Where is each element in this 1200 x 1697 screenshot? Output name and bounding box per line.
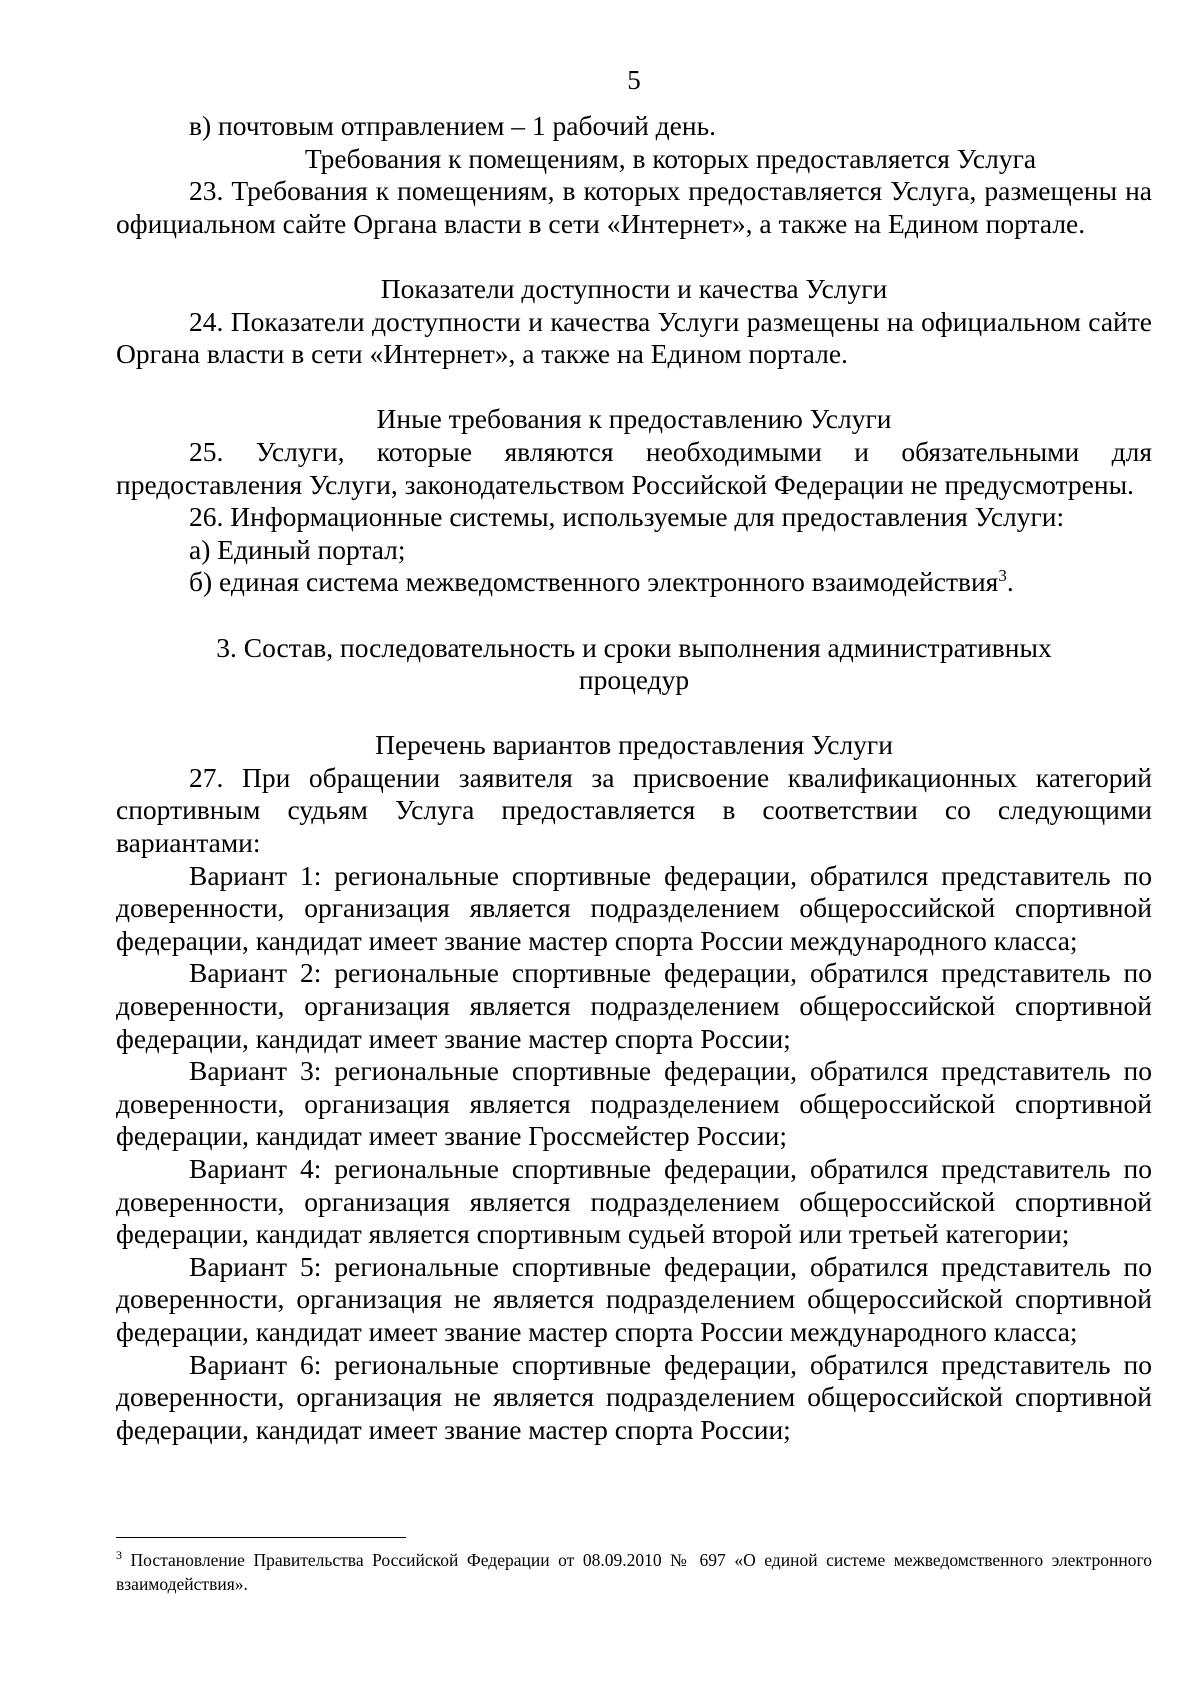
paragraph-23: 23. Требования к помещениям, в которых предоставляется Услуга, размещены на официальном сайте Органа власти в сети «Интернет», а также на Едином портале. (116, 175, 1152, 239)
variant-3: Вариант 3: региональные спортивные федерации, обратился представитель по доверенности, организация является подразделением общероссийской спортивной федерации, кандидат имеет звание Гроссмейстер России; (116, 1055, 1152, 1152)
footnote-mark: 3 (116, 1548, 122, 1563)
footnote-reference[interactable]: 3 (998, 566, 1007, 586)
paragraph-26b-end: . (1006, 566, 1014, 598)
section-3-heading-line-1: 3. Состав, последовательность и сроки выполнения административных (216, 631, 1052, 663)
spacer (116, 697, 1152, 730)
spacer (116, 599, 1152, 632)
heading-other-requirements: Иные требования к предоставлению Услуги (376, 403, 892, 435)
footnote-separator (116, 1537, 406, 1538)
variant-4: Вариант 4: региональные спортивные федерации, обратился представитель по доверенности, организация является подразделением общероссийской спортивной федерации, кандидат является спортивным судьей второй или третьей категории; (116, 1153, 1152, 1250)
variant-1: Вариант 1: региональные спортивные федерации, обратился представитель по доверенности, организация является подразделением общероссийской спортивной федерации, кандидат имеет звание мастер спорта России международного класса; (116, 859, 1152, 956)
document-page (116, 64, 1152, 1446)
paragraph-postal-delivery: в) почтовым отправлением – 1 рабочий день. (189, 110, 716, 141)
paragraph-26a: а) Единый портал; (189, 533, 406, 565)
paragraph-25: 25. Услуги, которые являются необходимыми и обязательными для предоставления Услуги, законодательством Российской Федерации не предусмотрены. (116, 435, 1152, 500)
footnote (116, 1548, 1152, 1596)
document-body (116, 110, 1152, 1446)
variant-6: Вариант 6: региональные спортивные федерации, обратился представитель по доверенности, организация не является подразделением общероссийской спортивной федерации, кандидат имеет звание мастер спорта России; (116, 1348, 1152, 1445)
page-number: 5 (627, 65, 641, 95)
heading-variants-list: Перечень вариантов предоставления Услуги (375, 729, 893, 761)
variant-2: Вариант 2: региональные спортивные федерации, обратился представитель по доверенности, организация является подразделением общероссийской спортивной федерации, кандидат имеет звание мастер спорта России; (116, 957, 1152, 1054)
section-3-heading-line-2: процедур (578, 664, 690, 696)
paragraph-27: 27. При обращении заявителя за присвоение квалификационных категорий спортивным судьям Услуга предоставляется в соответствии со следующими вариантами: (116, 761, 1152, 859)
spacer (116, 240, 1152, 273)
footnote-text: Постановление Правительства Российской Федерации от 08.09.2010 № 697 «О единой системе межведомственного электронного взаимодействия». (116, 1550, 1152, 1594)
paragraph-26b-text: б) единая система межведомственного электронного взаимодействия (189, 566, 999, 598)
spacer (116, 371, 1152, 404)
heading-premises-requirements: Требования к помещениям, в которых предоставляется Услуга (304, 142, 1037, 174)
paragraph-26b (116, 566, 1152, 599)
paragraph-24: 24. Показатели доступности и качества Услуги размещены на официальном сайте Органа власти в сети «Интернет», а также на Едином портале. (116, 305, 1152, 370)
heading-accessibility-indicators: Показатели доступности и качества Услуги (380, 272, 888, 304)
paragraph-26: 26. Информационные системы, используемые для предоставления Услуги: (189, 501, 1065, 533)
variant-5: Вариант 5: региональные спортивные федерации, обратился представитель по доверенности, организация не является подразделением общероссийской спортивной федерации, кандидат имеет звание мастер спорта России международного класса; (116, 1250, 1152, 1347)
